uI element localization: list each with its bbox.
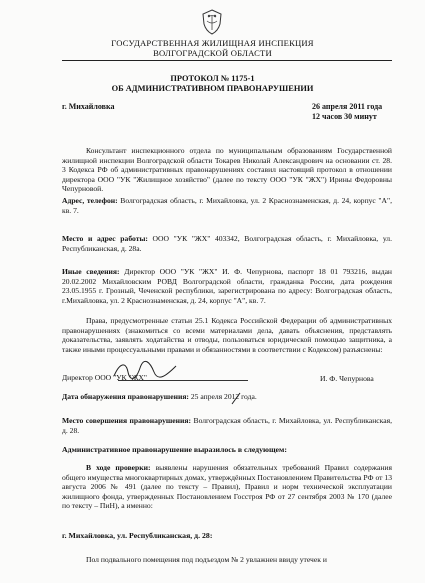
other-info-label: Иные сведения:	[62, 267, 120, 276]
address-text: Волгоградская область, г. Михайловка, ул. 2 Краснознаменская, д. 24, корпус "А", кв. 7.	[62, 196, 392, 215]
protocol-title: ОБ АДМИНИСТРАТИВНОМ ПРАВОНАРУШЕНИИ	[111, 84, 314, 93]
address-label: Адрес, телефон:	[62, 196, 118, 205]
handwritten-correction	[230, 392, 242, 406]
other-info-text: Директор ООО "УК "ЖХ" И. Ф. Чепурнова, паспорт 18 01 793216, выдан 20.02.2002 Михайловским РОВД Волгоградской области, гражданка России, дата рождения 23.05.1955 г. Грозный, Чеченской республики, зарегистрирована по адресу: Волгоградская область, г.Михайловка, ул. 2 Краснознаменская, д. 24, корпус "А", кв. 7.	[62, 267, 393, 305]
detection-date-text: 25 апреля 2012 года.	[188, 392, 257, 401]
org-name-line1: ГОСУДАРСТВЕННАЯ ЖИЛИЩНАЯ ИНСПЕКЦИЯ	[111, 38, 314, 48]
org-name-line2: ВОЛГОГРАДСКОЙ ОБЛАСТИ	[153, 48, 272, 58]
inspected-address: г. Михайловка, ул. Республиканская, д. 28:	[62, 531, 213, 540]
scene-text: Волгоградская область, г. Михайловка, ул. Республиканская, д. 28.	[62, 416, 392, 435]
protocol-number: ПРОТОКОЛ № 1175-1	[170, 74, 255, 83]
inspection-label: В ходе проверки:	[86, 463, 151, 472]
finding-paragraph: Пол подвального помещения под подъездом № 2 увлажнен ввиду утечек и	[86, 555, 327, 564]
workplace-paragraph	[62, 234, 392, 253]
detection-date-paragraph	[62, 392, 392, 402]
protocol-date: 26 апреля 2011 года	[312, 102, 383, 111]
scene-paragraph	[62, 416, 392, 435]
signer-position: Директор ООО "УК "ЖХ"	[62, 373, 147, 382]
date-time-block	[312, 102, 382, 122]
address-paragraph	[62, 196, 392, 215]
place-of-drafting: г. Михайловка	[62, 102, 115, 111]
header-divider	[62, 60, 392, 61]
handwritten-signature	[110, 358, 180, 382]
other-info-paragraph	[62, 267, 392, 305]
rights-paragraph: Права, предусмотренные статьи 25.1 Кодекса Российской Федерации об административных правонарушениях (знакомиться со всеми материалами дела, давать объяснения, представлять доказательства, заявлять ходатайства и отводы, пользоваться юридической помощью защитника, а также иными процессуальными правами и обязанностями в соответствии с Кодексом) разъяснены:	[62, 316, 392, 354]
coat-of-arms-icon	[199, 8, 225, 36]
inspection-text: выявлены нарушения обязательных требований Правил содержания общего имущества многоквартирных домах, утверждённых Постановлением Правительства РФ от 13 августа 2006 № 491 (далее по тексту – Правил), Правил и норм технической эксплуатации жилищного фонда, утвержденных Постановлением Госстроя РФ от 27 сентября 2003 № 170 (далее по тексту – ПиН), а именно:	[62, 463, 392, 511]
signature-line	[118, 380, 248, 381]
intro-paragraph: Консультант инспекционного отдела по муниципальным образованиям Государственной жилищной инспекции Волгоградской области Токарев Николай Александрович на основании ст. 28. 3 Кодекса РФ об административных правонарушениях составил настоящий протокол в отношении директора ООО "УК "Жилищное хозяйство" (далее по тексту ООО "УК "ЖХ") Ирины Федоровны Чепурновой.	[62, 146, 392, 194]
event-heading: Административное правонарушение выразилось в следующем:	[62, 445, 287, 454]
workplace-label: Место и адрес работы:	[62, 234, 148, 243]
protocol-time: 12 часов 30 минут	[312, 112, 377, 121]
detection-date-label: Дата обнаружения правонарушения:	[62, 392, 189, 401]
workplace-text: ООО "УК "ЖХ" 403342, Волгоградская область, г. Михайловка, ул. Республиканская, д. 28а.	[62, 234, 392, 253]
scene-label: Место совершения правонарушения:	[62, 416, 192, 425]
inspection-paragraph	[62, 463, 392, 511]
signer-name: И. Ф. Чепурнова	[320, 374, 374, 383]
